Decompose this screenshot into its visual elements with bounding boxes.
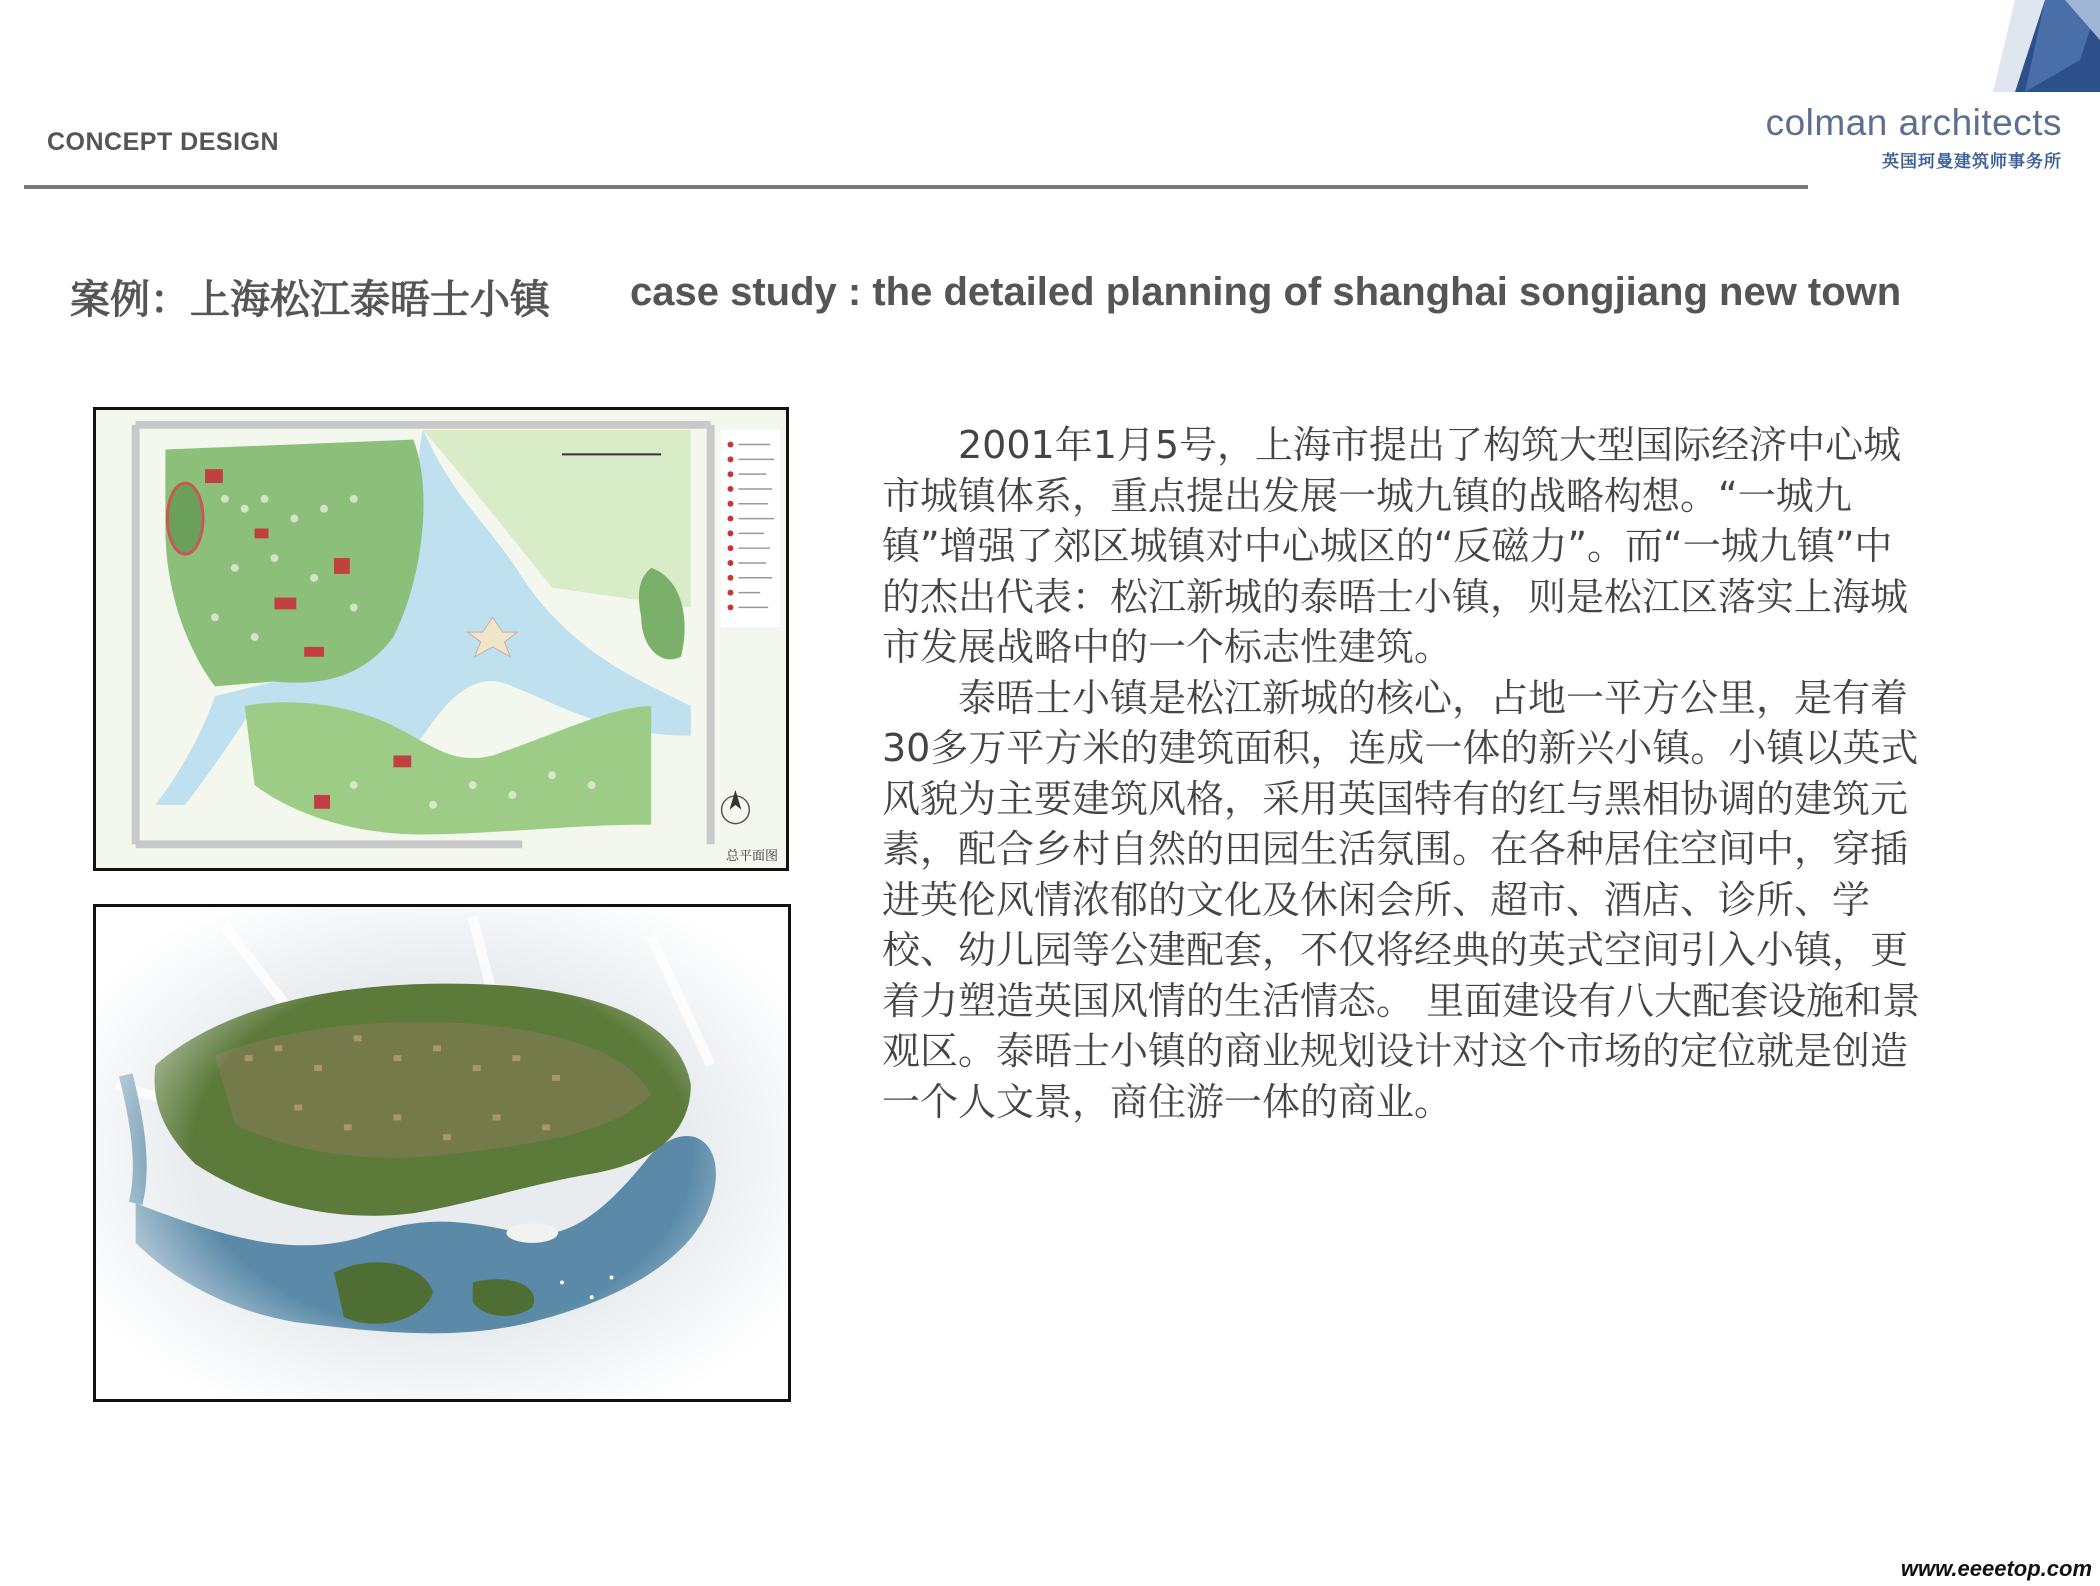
master-plan-image xyxy=(93,407,789,871)
logo-icon xyxy=(1985,0,2100,92)
section-label: CONCEPT DESIGN xyxy=(47,128,280,156)
page-title-cn: 案例：上海松江泰晤士小镇 xyxy=(70,277,550,323)
body-text xyxy=(882,420,1922,1127)
header-divider xyxy=(24,185,1808,189)
plan-caption: 总平面图 xyxy=(725,849,778,864)
paragraph-1: 2001年1月5号，上海市提出了构筑大型国际经济中心城市城镇体系，重点提出发展一城九镇的战略构想。“一城九镇”增强了郊区城镇对中心城区的“反磁力”。而“一城九镇”中的杰出代表：松江新城的泰晤士小镇，则是松江区落实上海城市发展战略中的一个标志性建筑。 xyxy=(882,423,1909,669)
footer-watermark-url: www.eeeetop.com xyxy=(1900,1556,2092,1581)
paragraph-2: 泰晤士小镇是松江新城的核心，占地一平方公里，是有着30多万平方米的建筑面积，连成一体的新兴小镇。小镇以英式风貌为主要建筑风格，采用英国特有的红与黑相协调的建筑元素，配合乡村自然的田园生活氛围。在各种居住空间中，穿插进英伦风情浓郁的文化及休闲会所、超市、酒店、诊所、学校、幼儿园等公建配套，不仅将经典的英式空间引入小镇，更着力塑造英国风情的生活情态。 里面建设有八大配套设施和景观区。泰晤士小镇的商业规划设计对这个市场的定位就是创造一个人文景，商住游一体的商业。 xyxy=(882,675,1921,1124)
brand-name-cn: 英国珂曼建筑师事务所 xyxy=(1882,152,2062,172)
brand-name: colman architects xyxy=(1765,102,2062,143)
aerial-rendering-image xyxy=(93,904,791,1402)
brand-block xyxy=(1766,104,2062,172)
page-title-en: case study : the detailed planning of shanghai songjiang new town xyxy=(630,270,1902,314)
